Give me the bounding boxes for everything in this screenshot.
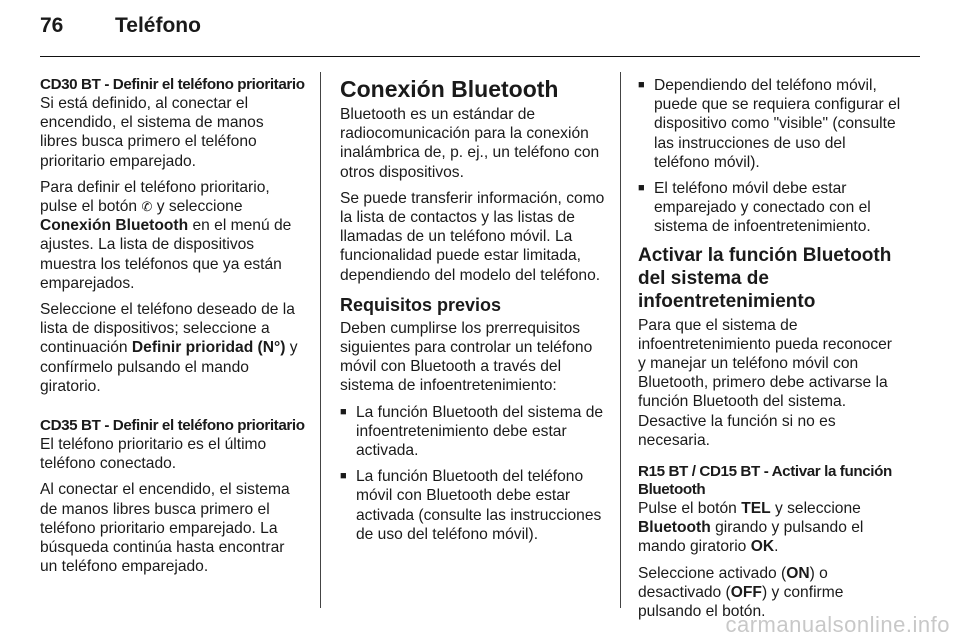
page-title: Teléfono [115,14,201,37]
text: y seleccione [774,500,861,518]
section-title-r15: R15 BT / CD15 BT - Activar la función Bluetooth [638,463,892,499]
section-title-cd30: CD30 BT - Definir el teléfono prioritario [40,76,305,93]
text: Pulse el botón [638,500,737,518]
watermark: carmanualsonline.info [725,612,950,637]
text: y confírmelo pulsando el mando giratorio. [40,339,298,395]
bullet-item: ■ La función Bluetooth del teléfono móvil con Bluetooth debe estar activada (consulte las instrucciones de uso del teléfono móvil). [340,467,605,544]
section-title-cd35: CD35 BT - Definir el teléfono prioritario [40,417,305,435]
text: Seleccione activado ( [638,564,787,582]
bold-term: Conexión Bluetooth [40,217,189,235]
bold-term: Definir prioridad (N°) [131,339,286,357]
bold-term: Bluetooth [638,519,711,537]
text: ) y confirme pulsando el botón. [638,583,844,621]
paragraph: Si está definido, al conectar el encendido, el sistema de manos libres busca primero el teléfono prioritario emparejado. [40,95,264,170]
page-header [40,14,201,50]
column-divider-2 [620,72,621,608]
paragraph: Al conectar el encendido, el sistema de manos libres busca primero el teléfono prioritario emparejado. La búsqueda continúa hasta encontrar un teléfono emparejado. [40,481,290,576]
paragraph: Pulse el botón TEL y seleccione Bluetooth girando y pulsando el mando giratorio OK. [638,500,864,556]
column-divider-1 [320,72,321,608]
section-heading-bluetooth: Conexión Bluetooth [340,76,559,102]
text: Para definir el teléfono prioritario, pulse el botón [40,178,270,216]
subheading-requisitos: Requisitos previos [340,294,502,315]
bold-term: OFF [730,583,762,601]
text: y seleccione [156,198,243,216]
section-heading-activar: Activar la función Bluetooth del sistema de infoentretenimiento [638,244,892,312]
column-1 [40,76,305,583]
column-3 [638,76,903,628]
paragraph [40,178,305,293]
text: Seleccione el teléfono deseado de la lista de dispositivos; seleccione a continuación [40,301,295,357]
paragraph: Se puede transferir información, como la lista de contactos y las listas de llamadas de un teléfono móvil. La funcionalidad puede estar limitada, dependiendo del modelo del teléfono. [340,189,605,284]
phone-settings-icon: ✆ [141,199,153,215]
text: ) o desactivado ( [638,564,828,601]
bold-term: OK [750,538,775,556]
bullet-item: ■ La función Bluetooth del sistema de infoentretenimiento debe estar activada. [340,403,605,461]
bullet-item: ■ Dependiendo del teléfono móvil, puede que se requiera configurar el dispositivo como "visible" (consulte las instrucciones de uso del teléfono móvil). [638,76,903,172]
bold-term: ON [786,564,810,582]
column-2 [340,76,605,551]
bold-term: TEL [741,500,771,518]
paragraph: Bluetooth es un estándar de radiocomunicación para la conexión inalámbrica de, p. ej., un teléfono con otros dispositivos. [340,106,600,181]
paragraph: El teléfono prioritario es el último teléfono conectado. [40,436,267,473]
bullet-item: ■ El teléfono móvil debe estar emparejado y conectado con el sistema de infoentretenimiento. [638,179,903,237]
paragraph: Para que el sistema de infoentretenimiento pueda reconocer y manejar un teléfono móvil con Bluetooth, primero debe activarse la función Bluetooth del sistema. Desactive la función si no es necesaria. [638,316,892,449]
text: girando y pulsando el mando giratorio [638,519,864,556]
text: en el menú de ajustes. La lista de dispositivos muestra los teléfonos que ya están emparejados. [40,217,292,292]
paragraph [40,300,305,396]
page-number: 76 [40,14,64,37]
header-rule [40,56,920,57]
paragraph: Deben cumplirse los prerrequisitos siguientes para controlar un teléfono móvil con Bluetooth a través del sistema de infoentretenimiento: [340,319,593,395]
